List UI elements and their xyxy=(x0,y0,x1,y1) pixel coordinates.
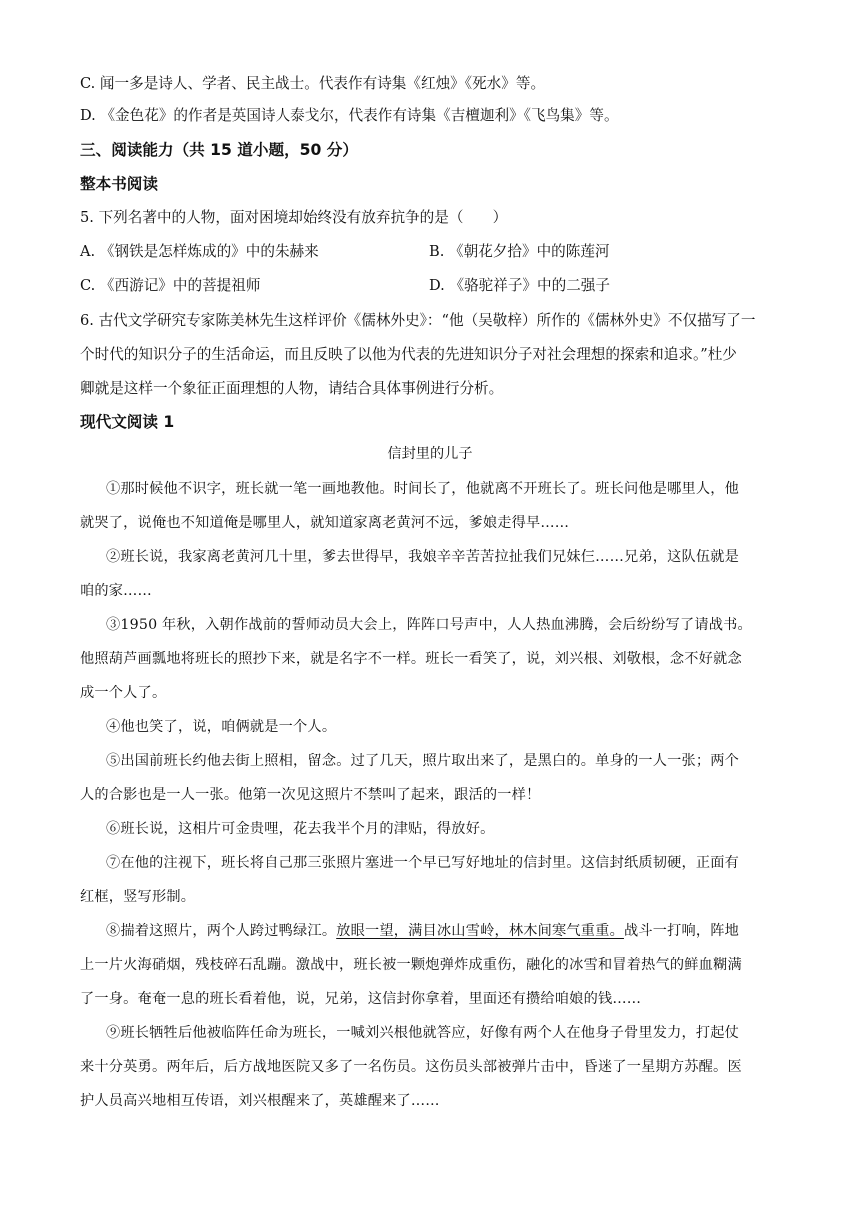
subsection-modern-reading-1: 现代文阅读 1 xyxy=(80,413,175,431)
section-heading: 三、阅读能力（共 15 道小题，50 分） xyxy=(80,141,358,159)
question-5-option-a: A. 《钢铁是怎样炼成的》中的朱赫来 xyxy=(80,243,319,260)
paragraph-7-line-1: ⑦在他的注视下，班长将自己那三张照片塞进一个早已写好地址的信封里。这信封纸质韧硬，正面有 xyxy=(106,855,740,871)
story-title: 信封里的儿子 xyxy=(387,446,473,462)
question-5-option-d: D. 《骆驼祥子》中的二强子 xyxy=(429,277,610,294)
question-5-option-c: C. 《西游记》中的菩提祖师 xyxy=(80,277,261,294)
paragraph-1-line-2: 就哭了，说俺也不知道俺是哪里人，就知道家离老黄河不远，爹娘走得早…… xyxy=(80,515,570,531)
paragraph-7-line-2: 红框，竖写形制。 xyxy=(80,889,196,905)
paragraph-8-text-a: ⑧揣着这照片，两个人跨过鸭绿江。 xyxy=(106,923,337,939)
option-d-prev: D. 《金色花》的作者是英国诗人泰戈尔，代表作有诗集《吉檀迦利》《飞鸟集》等。 xyxy=(80,107,619,124)
question-5-stem: 5. 下列名著中的人物，面对困境却始终没有放弃抗争的是（ ） xyxy=(80,209,508,226)
underlined-sentence: 放眼一望，满目冰山雪岭，林木间寒气重重。 xyxy=(336,923,624,939)
question-6-line-1: 6. 古代文学研究专家陈美林先生这样评价《儒林外史》：“他（吴敬梓）所作的《儒林外史》不仅描写了一 xyxy=(80,312,756,329)
paragraph-2-line-2: 咱的家…… xyxy=(80,583,152,599)
paragraph-8-line-3: 了一身。奄奄一息的班长看着他，说，兄弟，这信封你拿着，里面还有攒给咱娘的钱…… xyxy=(80,991,642,1007)
paragraph-6-line-1: ⑥班长说，这相片可金贵哩，花去我半个月的津贴，得放好。 xyxy=(106,821,495,837)
paragraph-8-line-2: 上一片火海硝烟，残枝碎石乱蹦。激战中，班长被一颗炮弹炸成重伤，融化的冰雪和冒着热气的鲜血糊满 xyxy=(80,957,742,973)
paragraph-9-line-1: ⑨班长牺牲后他被临阵任命为班长，一喊刘兴根他就答应，好像有两个人在他身子骨里发力，打起仗 xyxy=(106,1025,740,1041)
paragraph-2-line-1: ②班长说，我家离老黄河几十里，爹去世得早，我娘辛辛苦苦拉扯我们兄妹仨……兄弟，这队伍就是 xyxy=(106,549,740,565)
paragraph-5-line-1: ⑤出国前班长约他去街上照相，留念。过了几天，照片取出来了，是黑白的。单身的一人一张；两个 xyxy=(106,753,740,769)
subsection-whole-book: 整本书阅读 xyxy=(80,175,158,193)
question-6-line-2: 个时代的知识分子的生活命运，而且反映了以他为代表的先进知识分子对社会理想的探索和追求。”杜少 xyxy=(80,346,737,363)
paragraph-3-line-3: 成一个人了。 xyxy=(80,685,167,701)
paragraph-8-line-1 xyxy=(106,921,739,941)
paragraph-3-line-1: ③1950 年秋，入朝作战前的誓师动员大会上，阵阵口号声中，人人热血沸腾，会后纷纷写了请战书。 xyxy=(106,617,752,633)
option-c-prev: C. 闻一多是诗人、学者、民主战士。代表作有诗集《红烛》《死水》等。 xyxy=(80,75,546,92)
paragraph-4-line-1: ④他也笑了，说，咱俩就是一个人。 xyxy=(106,719,337,735)
paragraph-9-line-2: 来十分英勇。两年后，后方战地医院又多了一名伤员。这伤员头部被弹片击中，昏迷了一星期方苏醒。医 xyxy=(80,1059,742,1075)
question-5-option-b: B. 《朝花夕拾》中的陈莲河 xyxy=(429,243,610,260)
paragraph-1-line-1: ①那时候他不识字，班长就一笔一画地教他。时间长了，他就离不开班长了。班长问他是哪里人，他 xyxy=(106,481,740,497)
paragraph-9-line-3: 护人员高兴地相互传语，刘兴根醒来了，英雄醒来了…… xyxy=(80,1093,440,1109)
question-6-line-3: 卿就是这样一个象征正面理想的人物，请结合具体事例进行分析。 xyxy=(80,380,504,397)
paragraph-5-line-2: 人的合影也是一人一张。他第一次见这照片不禁叫了起来，跟活的一样！ xyxy=(80,787,541,803)
paragraph-8-text-b: 战斗一打响，阵地 xyxy=(623,923,740,939)
paragraph-3-line-2: 他照葫芦画瓢地将班长的照抄下来，就是名字不一样。班长一看笑了，说，刘兴根、刘敬根，念不好就念 xyxy=(80,651,742,667)
